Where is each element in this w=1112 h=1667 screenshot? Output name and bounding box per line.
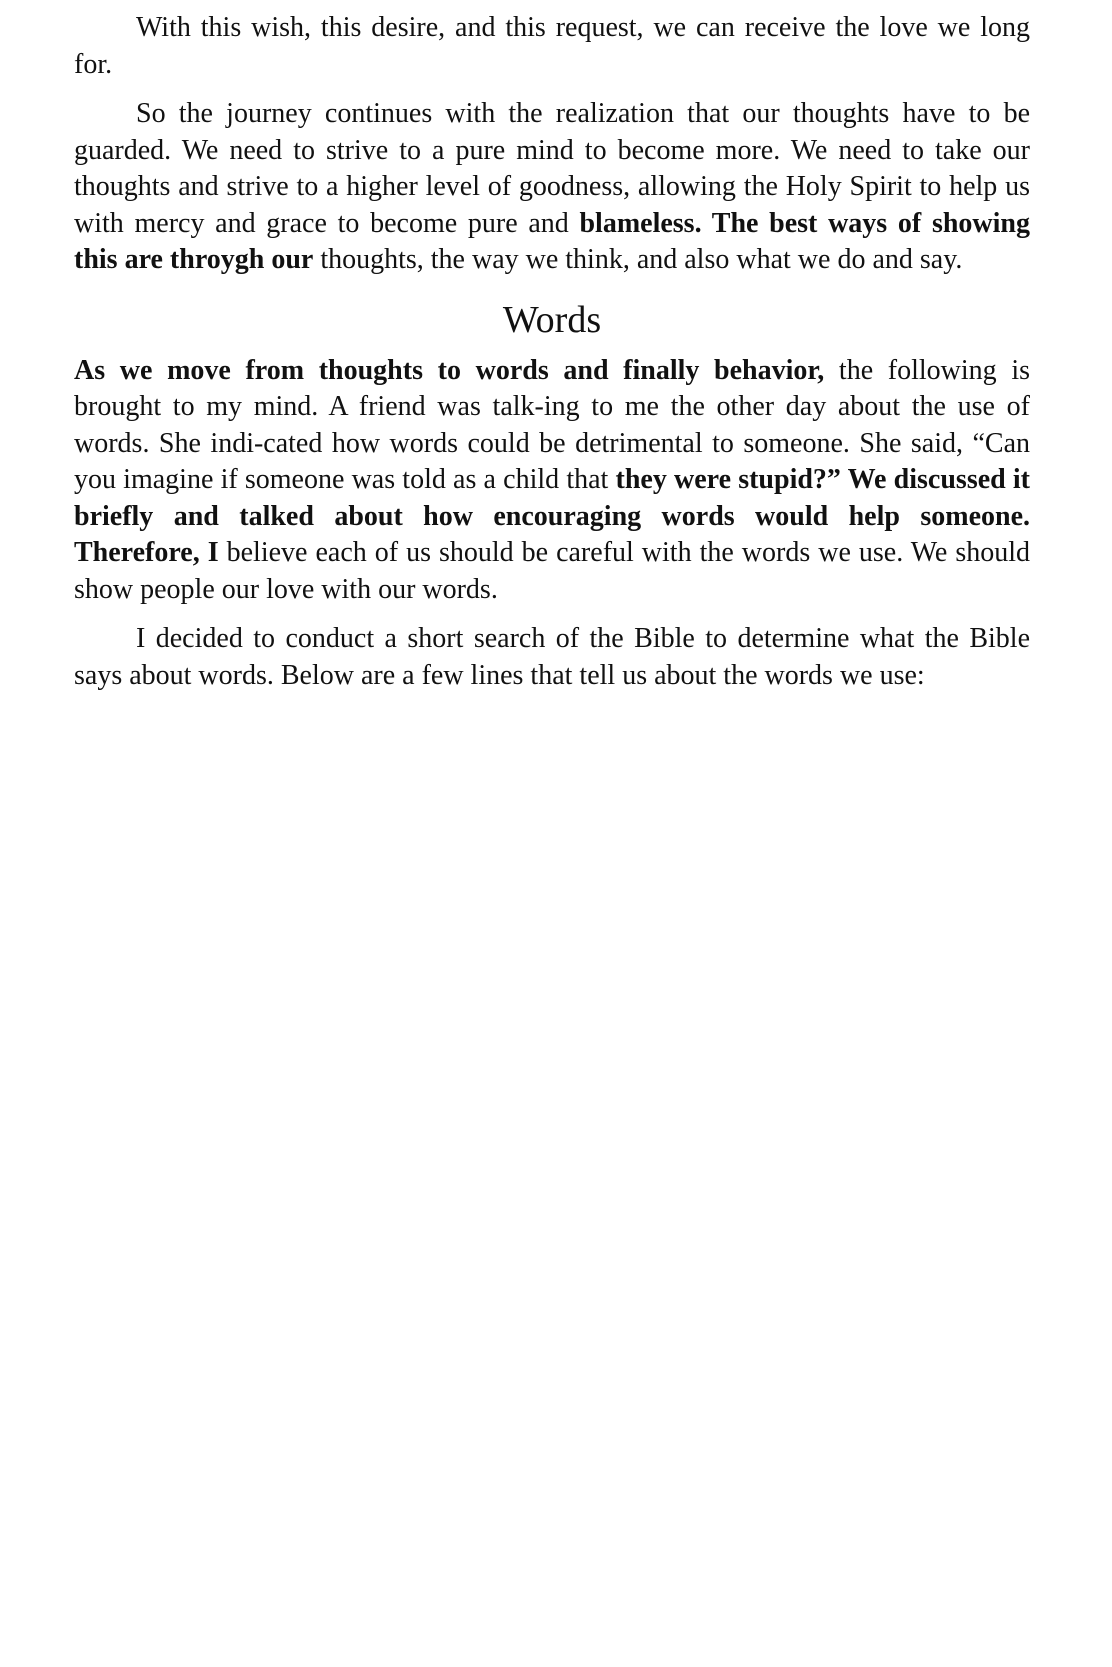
document-page bbox=[74, 10, 1030, 694]
section-heading-words: Words bbox=[502, 298, 602, 341]
journey-text-end: thoughts, the way we think, and also what we do and say. bbox=[313, 244, 963, 275]
paragraph-journey bbox=[74, 96, 1030, 279]
words-text-end: believe each of us should be careful with the words we use. We should show people our love with our words. bbox=[74, 537, 1030, 605]
paragraph-words bbox=[74, 353, 1030, 609]
words-text-middle: the following is brought to my mind. A friend was talk-ing to me the other day about the use of words. She indi-cated how words could be detrimental to someone. She said, “Can you imagine if someone was told as a child that bbox=[74, 354, 1030, 495]
paragraph-bible-search: I decided to conduct a short search of the Bible to determine what the Bible says about words. Below are a few lines that tell us about the words we use: bbox=[74, 623, 1030, 691]
words-bold-opening: As we move from thoughts to words and finally behavior, bbox=[74, 354, 825, 386]
journey-bold-text: blameless. The best ways of showing this are throygh our bbox=[74, 207, 1030, 275]
paragraph-wish: With this wish, this desire, and this request, we can receive the love we long for. bbox=[74, 12, 1030, 80]
words-bold-quote: they were stupid?” We discussed it briefly and talked about how encouraging words would help someone. Therefore, I bbox=[74, 464, 1031, 568]
journey-text-start: So the journey continues with the realization that our thoughts have to be guarded. We need to strive to a pure mind to become more. We need to take our thoughts and strive to a higher level of goodness, allowing the Holy Spirit to help us with mercy and grace to become pure and bbox=[74, 98, 1030, 239]
